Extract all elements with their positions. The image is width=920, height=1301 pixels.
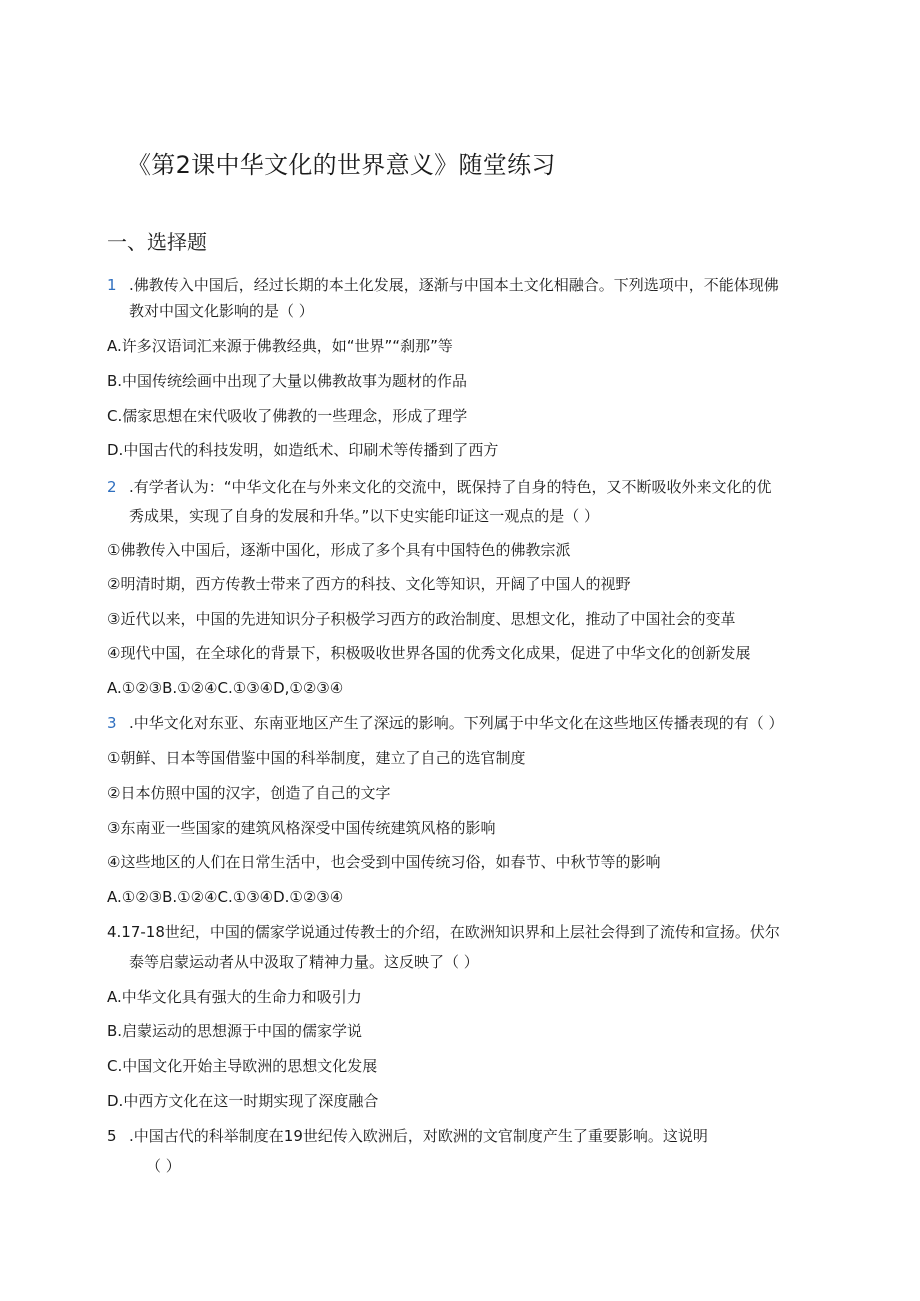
section-heading: 一、选择题 (107, 230, 207, 254)
question-3-line-1 (107, 713, 784, 733)
question-1-line-2: 教对中国文化影响的是（ ） (129, 302, 314, 320)
question-3-item-3: ③东南亚一些国家的建筑风格深受中国传统建筑风格的影响 (107, 819, 496, 837)
question-4-option-a: A.中华文化具有强大的生命力和吸引力 (107, 988, 362, 1006)
question-5-line-2: （ ） (146, 1157, 181, 1175)
question-5-stem: .中国古代的科举制度在19世纪传入欧洲后，对欧洲的文官制度产生了重要影响。这说明 (129, 1127, 708, 1145)
question-3-item-2: ②日本仿照中国的汉字，创造了自己的文字 (107, 784, 391, 802)
question-1-option-d: D.中国古代的科技发明，如造纸术、印刷术等传播到了西方 (107, 441, 499, 459)
question-5-number: 5 (107, 1127, 117, 1145)
question-4-line-2: 泰等启蒙运动者从中汲取了精神力量。这反映了（ ） (129, 953, 479, 971)
question-2-item-4: ④现代中国，在全球化的背景下，积极吸收世界各国的优秀文化成果，促进了中华文化的创新发展 (107, 644, 751, 662)
question-3-stem: .中华文化对东亚、东南亚地区产生了深远的影响。下列属于中华文化在这些地区传播表现的有（ ） (129, 714, 784, 732)
question-2-stem: .有学者认为：“中华文化在与外来文化的交流中，既保持了自身的特色，又不断吸收外来文化的优 (129, 478, 772, 496)
question-4-option-c: C.中国文化开始主导欧洲的思想文化发展 (107, 1057, 378, 1075)
question-2-item-2: ②明清时期，西方传教士带来了西方的科技、文化等知识，开阔了中国人的视野 (107, 575, 631, 593)
question-1-line-1 (107, 275, 779, 295)
question-2-answer-options: A.①②③B.①②④C.①③④D,①②③④ (107, 679, 344, 697)
question-3-answer-options: A.①②③B.①②④C.①③④D.①②③④ (107, 888, 344, 906)
question-4-option-b: B.启蒙运动的思想源于中国的儒家学说 (107, 1022, 363, 1040)
question-3-item-1: ①朝鲜、日本等国借鉴中国的科举制度，建立了自己的选官制度 (107, 749, 526, 767)
question-1-option-a: A.许多汉语词汇来源于佛教经典，如“世界”“刹那”等 (107, 337, 453, 355)
question-2-number: 2 (107, 478, 117, 496)
question-2-item-3: ③近代以来，中国的先进知识分子积极学习西方的政治制度、思想文化，推动了中国社会的变革 (107, 610, 736, 628)
question-1-option-b: B.中国传统绘画中出现了大量以佛教故事为题材的作品 (107, 372, 468, 390)
question-1-number: 1 (107, 276, 117, 294)
question-2-line-1 (107, 477, 772, 497)
question-1-option-c: C.儒家思想在宋代吸收了佛教的一些理念，形成了理学 (107, 407, 468, 425)
question-3-item-4: ④这些地区的人们在日常生活中，也会受到中国传统习俗，如春节、中秋节等的影响 (107, 853, 661, 871)
question-3-number: 3 (107, 714, 117, 732)
question-4-option-d: D.中西方文化在这一时期实现了深度融合 (107, 1092, 379, 1110)
question-4-line-1: 4.17-18世纪，中国的儒家学说通过传教士的介绍，在欧洲知识界和上层社会得到了流传和宣扬。伏尔 (107, 923, 780, 941)
question-1-stem: .佛教传入中国后，经过长期的本土化发展，逐渐与中国本土文化相融合。下列选项中，不能体现佛 (129, 276, 779, 294)
question-2-line-2: 秀成果，实现了自身的发展和升华。”以下史实能印证这一观点的是（ ） (129, 507, 600, 525)
question-5-line-1 (107, 1126, 708, 1146)
question-2-item-1: ①佛教传入中国后，逐渐中国化，形成了多个具有中国特色的佛教宗派 (107, 541, 571, 559)
page-title: 《第2课中华文化的世界意义》随堂练习 (127, 151, 556, 179)
